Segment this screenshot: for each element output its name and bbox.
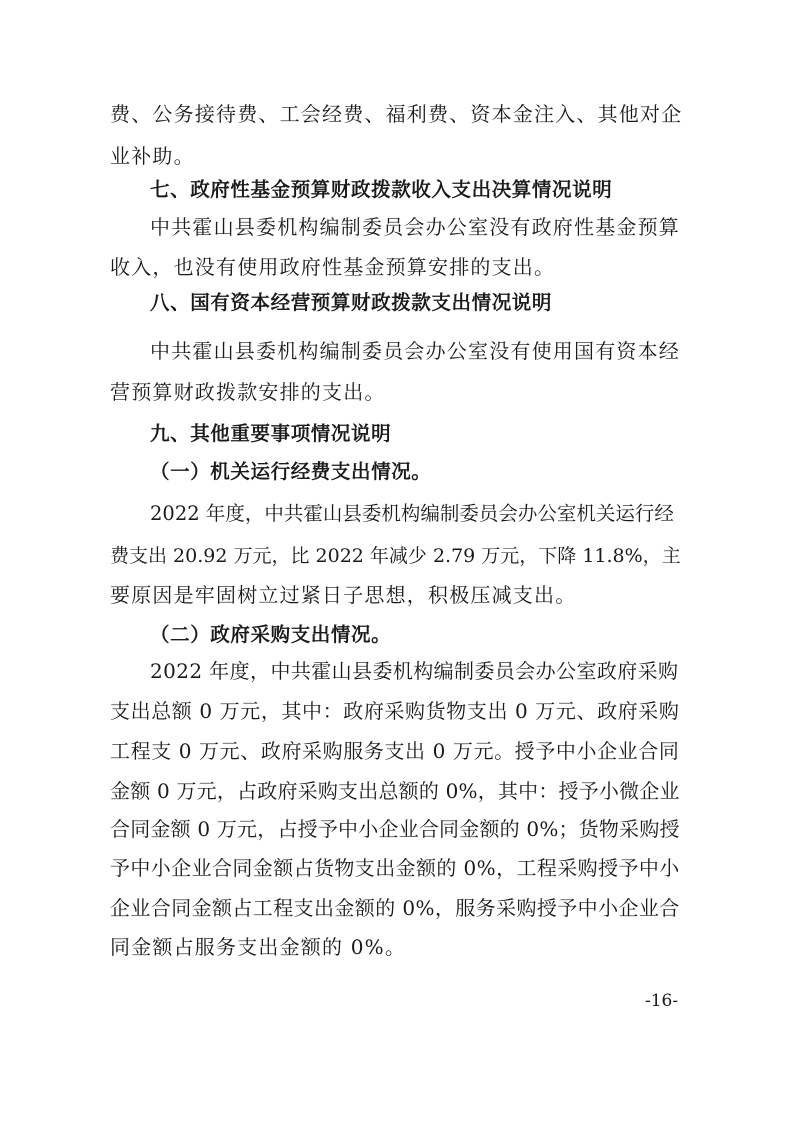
section-8-heading: 八、国有资本经营预算财政拨款支出情况说明: [150, 291, 553, 314]
subsection-2-line-7: 企业合同金额占工程支出金额的 0%，服务采购授予中小企业合: [110, 896, 680, 920]
subsection-2-line-4: 金额 0 万元，占政府采购支出总额的 0%，其中：授予小微企业: [110, 779, 680, 803]
section-8-line-1: 中共霍山县委机构编制委员会办公室没有使用国有资本经: [150, 339, 680, 363]
subsection-1-line-3: 要原因是牢固树立过紧日子思想，积极压减支出。: [110, 583, 577, 607]
section-7-line-2: 收入，也没有使用政府性基金预算安排的支出。: [110, 255, 556, 279]
section-8-line-2: 营预算财政拨款安排的支出。: [110, 380, 386, 404]
continuation-line-2: 业补助。: [110, 144, 195, 168]
subsection-1-line-2: 费支出 20.92 万元，比 2022 年减少 2.79 万元，下降 11.8%，主: [110, 545, 681, 567]
section-9-heading: 九、其他重要事项情况说明: [150, 422, 392, 445]
subsection-1-line-1: 2022 年度，中共霍山县委机构编制委员会办公室机关运行经: [150, 502, 674, 525]
subsection-2-line-3: 工程支 0 万元、政府采购服务支出 0 万元。授予中小企业合同: [110, 739, 680, 763]
section-7-heading: 七、政府性基金预算财政拨款收入支出决算情况说明: [150, 178, 613, 201]
subsection-2-line-2: 支出总额 0 万元，其中：政府采购货物支出 0 万元、政府采购: [110, 699, 680, 723]
subsection-2-heading: （二）政府采购支出情况。: [150, 623, 392, 646]
continuation-line-1: 费、公务接待费、工会经费、福利费、资本金注入、其他对企: [110, 102, 683, 126]
subsection-1-heading: （一）机关运行经费支出情况。: [150, 460, 432, 483]
subsection-2-line-8: 同金额占服务支出金额的 0%。: [110, 935, 407, 959]
subsection-2-line-6: 予中小企业合同金额占货物支出金额的 0%，工程采购授予中小: [110, 856, 680, 880]
section-7-line-1: 中共霍山县委机构编制委员会办公室没有政府性基金预算: [150, 215, 680, 239]
subsection-2-line-1: 2022 年度，中共霍山县委机构编制委员会办公室政府采购: [150, 659, 679, 683]
subsection-2-line-5: 合同金额 0 万元，占授予中小企业合同金额的 0%；货物采购授: [110, 817, 680, 841]
page-number: -16-: [645, 991, 679, 1011]
